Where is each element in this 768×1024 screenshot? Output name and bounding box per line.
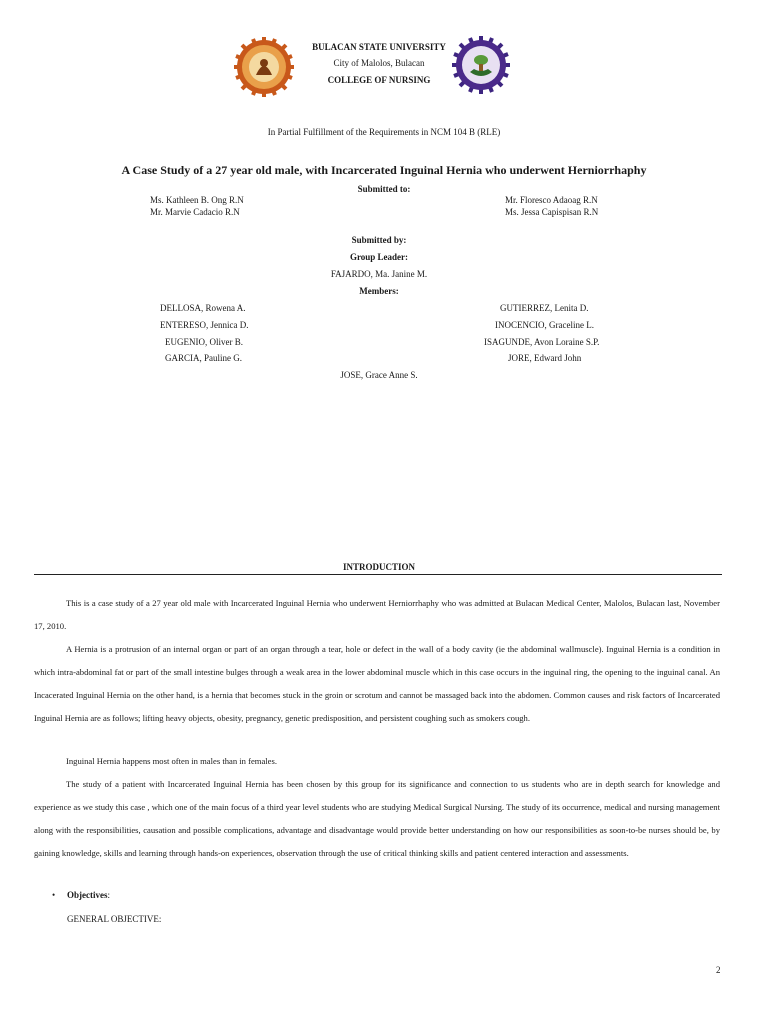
- member-left-3: EUGENIO, Oliver B.: [165, 337, 243, 347]
- adviser-right-2: Ms. Jessa Capispisan R.N: [505, 207, 599, 217]
- member-left-4: GARCIA, Pauline G.: [165, 353, 242, 363]
- introduction-heading: INTRODUCTION: [342, 562, 415, 572]
- member-left-1: DELLOSA, Rowena A.: [160, 303, 246, 313]
- intro-paragraph-3: Inguinal Hernia happens most often in males than in females.: [66, 756, 277, 766]
- college-name: COLLEGE OF NURSING: [327, 75, 431, 85]
- university-city: City of Malolos, Bulacan: [333, 58, 425, 68]
- submitted-by-label: Submitted by:: [351, 235, 407, 245]
- member-right-3: ISAGUNDE, Avon Loraine S.P.: [484, 337, 600, 347]
- fulfillment-line: In Partial Fulfillment of the Requirements in NCM 104 B (RLE): [267, 127, 501, 137]
- member-last: JOSE, Grace Anne S.: [340, 370, 418, 380]
- member-right-4: JORE, Edward John: [508, 353, 582, 363]
- objectives-line: [67, 890, 110, 900]
- objectives-bullet-icon: •: [52, 890, 56, 900]
- member-left-2: ENTERESO, Jennica D.: [160, 320, 249, 330]
- adviser-right-1: Mr. Floresco Adaoag R.N: [505, 195, 598, 205]
- intro-paragraph-1: This is a case study of a 27 year old male with Incarcerated Inguinal Hernia who underwent Herniorrhaphy who was admitted at Bulacan Medical Center, Malolos, Bulacan last, November 17, 2010.: [34, 598, 720, 631]
- members-label: Members:: [359, 286, 399, 296]
- intro-paragraph-4: The study of a patient with Incarcerated Inguinal Hernia has been chosen by this group for its significance and connection to us students who are in depth search for knowledge and experience as we study this case , which one of the main focus of a third year level students who are studying Medical Surgical Nursing. The study of its occurrence, medical and nursing management along with the responsibilities, causation and possible complications, advantage and disadvantage would provide better understanding on how our responsibilities as soon-to-be nurses should be, by gaining knowledge, skills and learning through hands-on experiences, observation through the use of critical thinking skills and patient centered interaction and assessments.: [34, 779, 720, 858]
- member-right-2: INOCENCIO, Graceline L.: [495, 320, 594, 330]
- group-leader-label: Group Leader:: [349, 252, 409, 262]
- objectives-colon: :: [107, 890, 111, 900]
- page-number: 2: [716, 965, 721, 975]
- section-divider: [34, 574, 722, 575]
- objectives-label: Objectives: [67, 890, 108, 900]
- adviser-left-2: Mr. Marvie Cadacio R.N: [150, 207, 240, 217]
- group-leader-name: FAJARDO, Ma. Janine M.: [330, 269, 428, 279]
- adviser-left-1: Ms. Kathleen B. Ong R.N: [150, 195, 244, 205]
- university-name: BULACAN STATE UNIVERSITY: [312, 42, 446, 52]
- intro-paragraph-2: A Hernia is a protrusion of an internal organ or part of an organ through a tear, hole or defect in the wall of a body cavity (ie the abdominal wallmuscle). Inguinal Hernia is a condition in which intra-abdominal fat or part of the small intestine bulges through a weak area in the lower abdominal muscle which in this case occurs in the inguinal ring, the opening to the inguinal canal. An Incacerated Inguinal Hernia on the other hand, is a hernia that becomes stuck in the groin or scrotum and cannot be massaged back into the abdomen. Common causes and risk factors of Incarcerated Inguinal Hernia are as follows; lifting heavy objects, obesity, pregnancy, genetic predisposition, and persistent coughing such as smokers cough.: [34, 644, 720, 723]
- member-right-1: GUTIERREZ, Lenita D.: [500, 303, 589, 313]
- case-study-title: A Case Study of a 27 year old male, with Incarcerated Inguinal Hernia who underwent Herniorrhaphy: [121, 163, 647, 177]
- general-objective-label: GENERAL OBJECTIVE:: [67, 914, 162, 924]
- submitted-to-label: Submitted to:: [357, 184, 411, 194]
